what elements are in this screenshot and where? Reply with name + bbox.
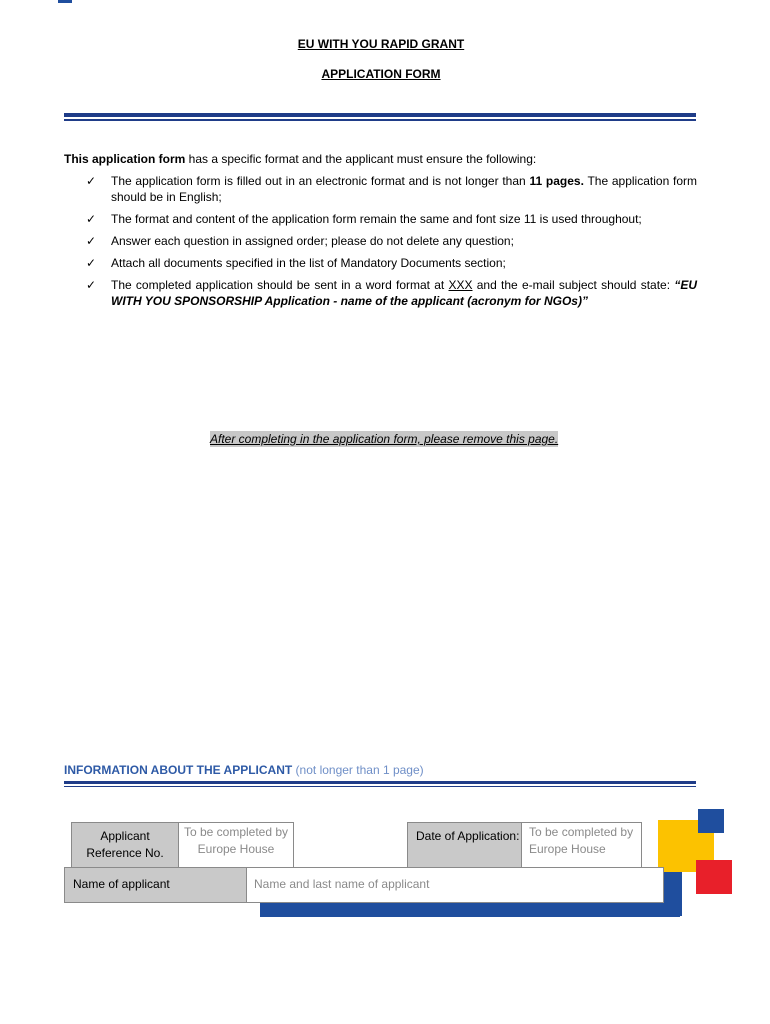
document-title: EU WITH YOU RAPID GRANT — [297, 37, 465, 51]
list-item-bold: 11 pages. — [529, 174, 584, 188]
email-subject: “EU WITH YOU SPONSORSHIP Application - name of the applicant (acronym for NGOs)” — [111, 278, 697, 308]
document-subtitle: APPLICATION FORM — [321, 67, 441, 81]
list-item — [86, 173, 697, 205]
section-heading-note: (not longer than 1 page) — [292, 763, 424, 777]
checkmark-icon: ✓ — [86, 174, 97, 188]
list-item — [86, 255, 697, 271]
section-divider — [64, 781, 696, 787]
logo-red-square — [696, 860, 732, 894]
application-date-field[interactable]: To be completed by Europe House — [521, 822, 642, 868]
list-item — [86, 233, 697, 249]
checkmark-icon: ✓ — [86, 234, 97, 248]
list-item-text: Answer each question in assigned order; please do not delete any question; — [111, 234, 514, 248]
intro-bold: This application form — [64, 152, 186, 166]
intro-paragraph — [64, 152, 536, 166]
list-item-text: Attach all documents specified in the list of Mandatory Documents section; — [111, 256, 506, 270]
list-item — [86, 277, 697, 309]
list-item-text: The format and content of the application form remain the same and font size 11 is used throughout; — [111, 212, 642, 226]
section-heading — [64, 763, 424, 777]
intro-text: has a specific format and the applicant must ensure the following: — [185, 152, 537, 166]
logo-blue-bar — [260, 903, 680, 917]
applicant-name-label: Name of applicant — [64, 867, 247, 903]
list-item-text: The application form should be in English; — [111, 174, 697, 204]
list-item-text: The completed application should be sent in a word format at — [111, 278, 449, 292]
remove-page-note: After completing in the application form, please remove this page. — [210, 432, 559, 446]
corner-mark — [58, 0, 72, 3]
list-item — [86, 211, 697, 227]
applicant-reference-field[interactable]: To be completed by Europe House — [178, 822, 294, 868]
application-date-label: Date of Application: — [407, 822, 522, 868]
applicant-reference-label: Applicant Reference No. — [71, 822, 179, 868]
list-item-text: and the e-mail subject should state: — [472, 278, 675, 292]
requirements-list — [86, 173, 697, 309]
applicant-name-field[interactable]: Name and last name of applicant — [246, 867, 664, 903]
email-link[interactable]: XXX — [448, 278, 473, 292]
checkmark-icon: ✓ — [86, 278, 97, 292]
checkmark-icon: ✓ — [86, 256, 97, 270]
list-item-text: The application form is filled out in an electronic format and is not longer than — [111, 174, 530, 188]
header-divider — [64, 113, 696, 121]
checkmark-icon: ✓ — [86, 212, 97, 226]
logo-blue-square — [698, 809, 724, 833]
section-heading-title: INFORMATION ABOUT THE APPLICANT — [64, 763, 293, 777]
